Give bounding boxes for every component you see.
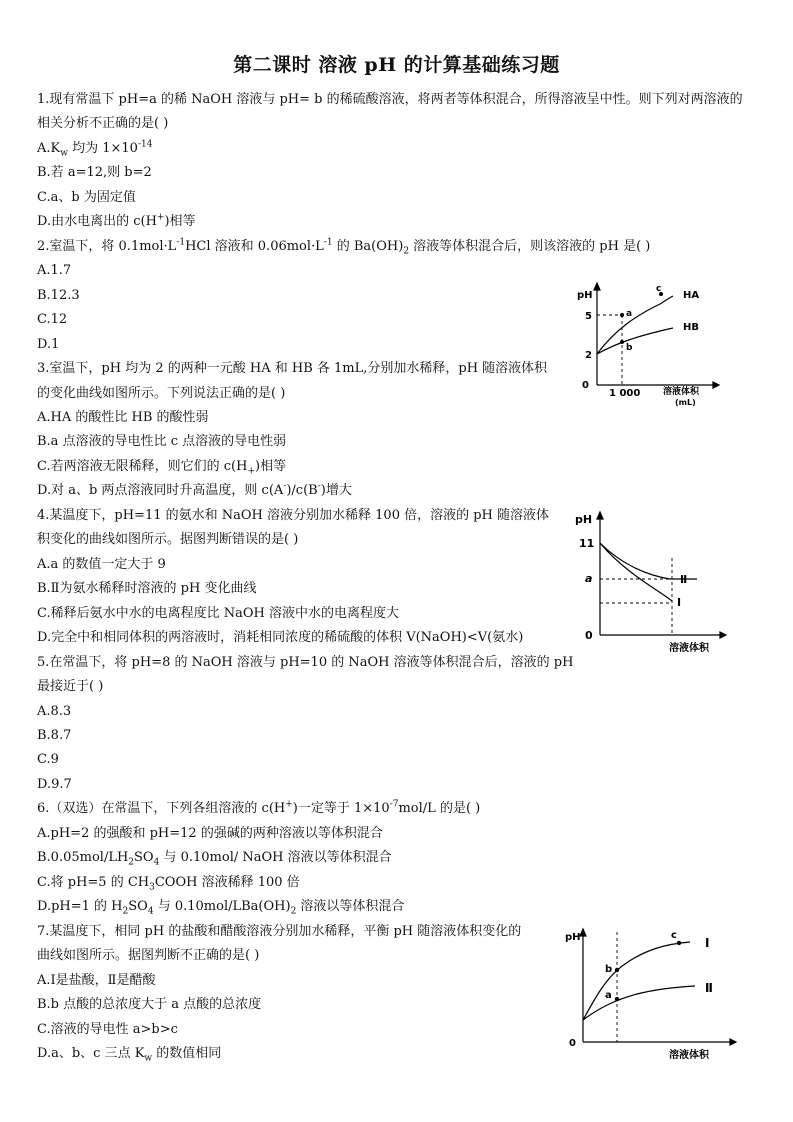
- q3-stem-line1: 3.室温下，pH 均为 2 的两种一元酸 HA 和 HB 各 1mL,分别加水稀释，pH 随溶液体积: [37, 361, 548, 376]
- q6-option-d: D.pH=1 的 $H_2SO_4$ 与 $0.10mol/LBa(OH)_2$ 溶液以等体积混合: [37, 899, 405, 917]
- label-II: Ⅱ: [705, 981, 713, 995]
- q3-option-a: A.HA 的酸性比 HB 的酸性弱: [37, 410, 209, 425]
- tick-5: 5: [585, 311, 592, 322]
- q5-option-d: D.9.7: [37, 777, 72, 792]
- y-axis-label: pH: [565, 932, 581, 943]
- label-a: a: [605, 990, 612, 1001]
- x-axis-label: 溶液体积: [669, 1050, 709, 1061]
- y-axis-label: pH: [575, 513, 593, 526]
- label-II: Ⅱ: [680, 573, 688, 586]
- q5-option-a: A.8.3: [37, 704, 72, 719]
- label-c: c: [671, 930, 677, 941]
- q7-stem-line1: 7.某温度下，相同 pH 的盐酸和醋酸溶液分别加水稀释，平衡 pH 随溶液体积变化的: [37, 924, 522, 939]
- q3-option-b: B.a 点溶液的导电性比 c 点溶液的导电性弱: [37, 434, 287, 449]
- q1-option-d: D.由水电离出的 c(H+)相等: [37, 212, 196, 229]
- q2-option-d: D.1: [37, 337, 60, 352]
- tick-11: 11: [579, 537, 595, 550]
- q3-option-c: C.若两溶液无限稀释，则它们的 $c(H_+)$相等: [37, 459, 287, 477]
- q4-option-d: D.完全中和相同体积的两溶液时，消耗相同浓度的稀硫酸的体积 V(NaOH)<V(氨水): [37, 630, 524, 645]
- q7-option-b: B.b 点酸的总浓度大于 a 点酸的总浓度: [37, 997, 262, 1012]
- label-I: Ⅰ: [677, 596, 682, 609]
- label-b: b: [605, 964, 613, 975]
- q4-option-b: B.Ⅱ为氨水稀释时溶液的 pH 变化曲线: [37, 581, 257, 596]
- q1-stem-line2: 相关分析不正确的是( ): [37, 116, 169, 131]
- q7-option-a: A.Ⅰ是盐酸，Ⅱ是醋酸: [37, 973, 156, 988]
- q1-option-a: $A.K_w$ 均为 $1\times 10^{-14}$: [37, 139, 153, 159]
- label-a: a: [626, 309, 633, 319]
- x-axis-label: 溶液体积: [669, 643, 709, 654]
- q7-option-c: C.溶液的导电性 a>b>c: [37, 1022, 178, 1037]
- q4-option-c: C.稀释后氨水中水的电离程度比 NaOH 溶液中水的电离程度大: [37, 606, 400, 621]
- figure-q7: [565, 922, 745, 1067]
- point-a: [620, 313, 624, 317]
- label-HA: HA: [683, 290, 700, 301]
- q7-option-d: D.a、b、c 三点 $K_w$ 的数值相同: [37, 1046, 222, 1064]
- point-c: [677, 941, 681, 945]
- q1-option-b: B.若 a=12,则 b=2: [37, 165, 152, 180]
- q5-option-c: C.9: [37, 752, 59, 767]
- label-HB: HB: [683, 322, 699, 333]
- origin-label: 0: [582, 380, 589, 391]
- tick-2: 2: [585, 350, 592, 361]
- q2-option-b: B.12.3: [37, 288, 80, 303]
- q2-option-a: A.1.7: [37, 263, 72, 278]
- tick-1000: 1 000: [609, 388, 641, 399]
- tick-a: a: [585, 572, 593, 585]
- q4-stem-line2: 积变化的曲线如图所示。据图判断错误的是( ): [37, 532, 299, 547]
- origin-label: 0: [569, 1038, 576, 1049]
- point-a: [615, 997, 619, 1001]
- page-title: 第二课时 溶液 pH 的计算基础练习题: [233, 54, 560, 76]
- q5-stem-line2: 最接近于( ): [37, 679, 104, 694]
- q4-option-a: A.a 的数值一定大于 9: [37, 557, 166, 572]
- origin-label: 0: [585, 629, 593, 642]
- curve-HA: [597, 296, 673, 354]
- q6-stem: 6.（双选）在常温下，下列各组溶液的 c(H+)一定等于 $1\times 10^{-7}mol/L$ 的是( ): [37, 799, 481, 816]
- q5-option-b: B.8.7: [37, 728, 72, 743]
- q6-option-b: $B.0.05mol/LH_2SO_4$ 与 0.10mol/ NaOH 溶液以等体积混合: [37, 850, 392, 868]
- q1-stem-line1: 1.现有常温下 pH=a 的稀 NaOH 溶液与 pH= b 的稀硫酸溶液，将两者等体积混合，所得溶液呈中性。则下列对两溶液的: [37, 92, 743, 107]
- y-axis-label: pH: [577, 290, 593, 301]
- q2-stem: 2.室温下，将 $0.1mol\cdot L^{-1}HCl$ 溶液和 $0.06mol\cdot L^{-1}$ 的 $Ba(OH)_2$ 溶液等体积混合后，则该溶液的 pH 是( ): [37, 237, 651, 257]
- q3-option-d: D.对 a、b 两点溶液同时升高温度，则 c(A-)/c(B-)增大: [37, 481, 352, 498]
- x-axis-unit: (mL): [675, 398, 696, 407]
- q5-stem-line1: 5.在常温下，将 pH=8 的 NaOH 溶液与 pH=10 的 NaOH 溶液等体积混合后，溶液的 pH: [37, 655, 574, 670]
- q4-stem-line1: 4.某温度下，pH=11 的氨水和 NaOH 溶液分别加水稀释 100 倍，溶液的 pH 随溶液体: [37, 508, 550, 523]
- x-axis-label: 溶液体积: [663, 387, 700, 397]
- q7-stem-line2: 曲线如图所示。据图判断不正确的是( ): [37, 948, 260, 963]
- point-b: [615, 968, 619, 972]
- q2-option-c: C.12: [37, 312, 68, 327]
- figure-q3: [565, 280, 725, 415]
- q1-option-c: C.a、b 为固定值: [37, 190, 136, 205]
- point-b: [620, 340, 624, 344]
- label-b: b: [626, 343, 633, 353]
- curve-I: [583, 942, 690, 1020]
- curve-I: [600, 543, 672, 601]
- label-I: Ⅰ: [705, 936, 710, 950]
- label-c: c: [656, 284, 662, 294]
- q6-option-a: A.pH=2 的强酸和 pH=12 的强碱的两种溶液以等体积混合: [37, 826, 383, 841]
- q3-stem-line2: 的变化曲线如图所示。下列说法正确的是( ): [37, 386, 286, 401]
- figure-q4: [565, 503, 735, 658]
- q6-option-c: C.将 pH=5 的 $CH_3COOH$ 溶液稀释 100 倍: [37, 875, 300, 893]
